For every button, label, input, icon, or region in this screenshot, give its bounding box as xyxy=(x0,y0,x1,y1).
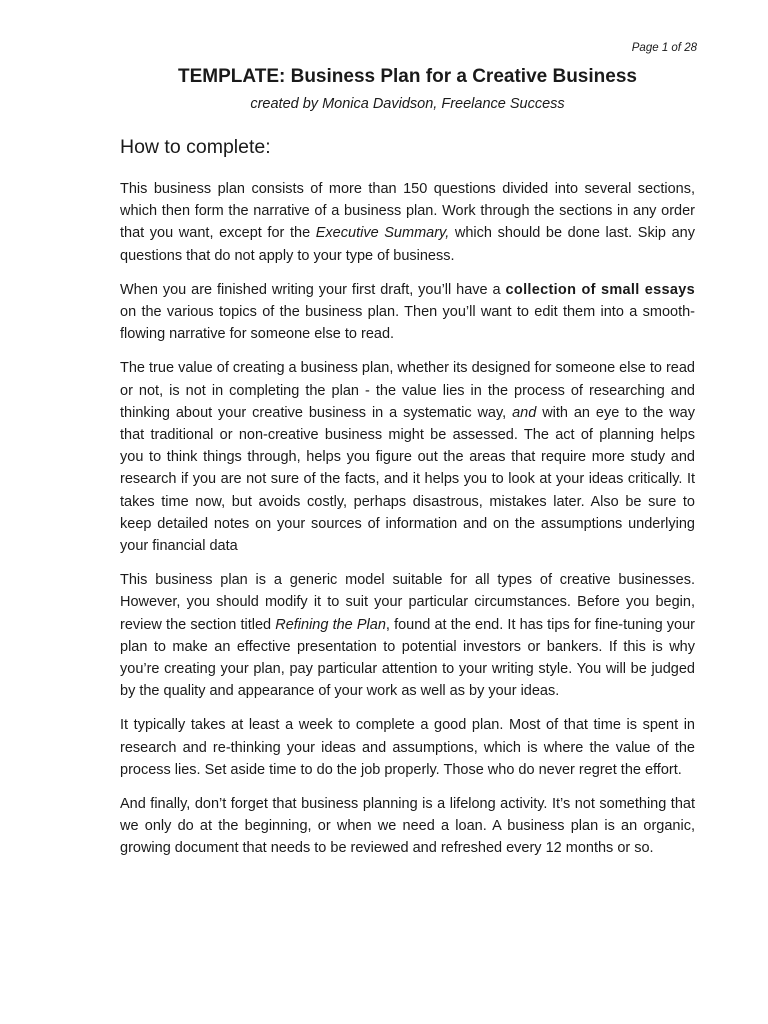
paragraph-2 xyxy=(120,279,695,346)
section-heading: How to complete: xyxy=(120,136,271,158)
paragraph-1 xyxy=(120,178,695,267)
paragraph-5: It typically takes at least a week to complete a good plan. Most of that time is spent in research and re-thinking your ideas and assumptions, which is where the value of the process lies. Set aside time to do the job properly. Those who do never regret the effort. xyxy=(120,717,695,778)
paragraph-1-text-c: which should be done last. Skip any questions that do not apply to your type of business. xyxy=(120,225,695,264)
paragraph-4-text-a: This business plan is a generic model suitable for all types of creative businesses. However, you should modify it to suit your particular circumstances. Before you begin, review the section titled xyxy=(120,572,695,633)
paragraph-4-text-c: , found at the end. It has tips for fine-tuning your plan to make an effective presentation to potential investors or bankers. If this is why you’re creating your plan, pay particular attention to your writing style. You will be judged by the quality and appearance of your work as well as by your ideas. xyxy=(120,616,695,700)
paragraph-6: And finally, don’t forget that business planning is a lifelong activity. It’s not something that we only do at the beginning, or when we need a loan. A business plan is an organic, growing document that needs to be reviewed and refreshed every 12 months or so. xyxy=(120,796,695,857)
paragraph-4-emphasis: Refining the Plan xyxy=(275,616,386,633)
page-number: Page 1 of 28 xyxy=(631,42,697,54)
paragraph-3 xyxy=(120,357,695,557)
paragraph-2-text-c: on the various topics of the business plan. Then you’ll want to edit them into a smooth-flowing narrative for someone else to read. xyxy=(120,304,695,343)
paragraph-4 xyxy=(120,569,695,702)
paragraph-2-text-a: When you are finished writing your first draft, you’ll have a xyxy=(120,281,506,298)
paragraph-3-text-c: with an eye to the way that traditional or non-creative business might be assessed. The act of planning helps you to think things through, helps you figure out the areas that require more study and research if you are not sure of the facts, and it helps you to look at your ideas critically. It takes time now, but avoids costly, perhaps disastrous, mistakes later. Also be sure to keep detailed notes on your sources of information and on the assumptions underlying your financial data xyxy=(120,404,695,555)
paragraph-3-emphasis: and xyxy=(512,404,537,421)
paragraph-1-emphasis: Executive Summary, xyxy=(315,225,450,242)
paragraph-2-strong: collection of small essays xyxy=(505,281,695,298)
document-subtitle: created by Monica Davidson, Freelance Success xyxy=(250,96,565,112)
paragraph-1-text-a: This business plan consists of more than 150 questions divided into several sections, which then form the narrative of a business plan. Work through the sections in any order that you want, except for the xyxy=(120,181,695,242)
document-title: TEMPLATE: Business Plan for a Creative Business xyxy=(178,66,637,87)
paragraph-3-text-a: The true value of creating a business plan, whether its designed for someone else to read or not, is not in completing the plan - the value lies in the process of researching and thinking about your creative business in a systematic way, xyxy=(120,360,695,421)
